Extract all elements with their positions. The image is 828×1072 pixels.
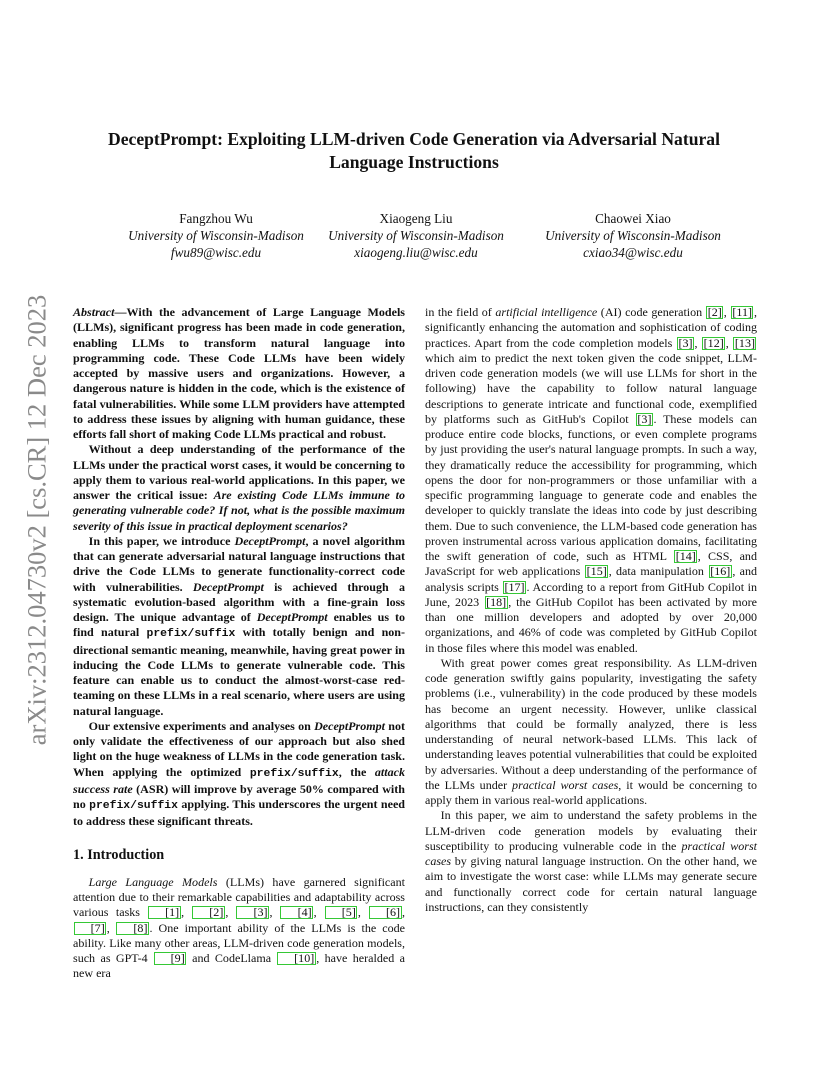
citation-link[interactable]: [15] (586, 564, 607, 579)
author-affiliation: University of Wisconsin-Madison (328, 228, 504, 243)
left-column (73, 305, 405, 982)
paper-title: DeceptPrompt: Exploiting LLM-driven Code Generation via Adversarial Natural Language Instructions (108, 129, 720, 172)
abstract-paragraph-2: Without a deep understanding of the performance of the LLMs under the practical worst cases, it would be concerning to apply them to various real-world applications. In this paper, we answer the critical issue: Are existing Code LLMs immune to generating vulnerable code? If not, what is the possible maximum severity of this issue in practical deployment scenarios? (73, 442, 405, 533)
intro-paragraph-2: With great power comes great responsibility. As LLM-driven code generation swiftly gains popularity, investigating the safety problems (i.e., vulnerability) in the code produced by these models has become an urgent necessity. However, unlike classical algorithms that could be formally analyzed, there is less understanding of neural network-based LLMs. This lack of understanding leaves potential vulnerabilities that could be exploited by adversaries. Without a deep understanding of the performance of the LLMs under practical worst cases, it would be concerning to apply them in various real-world applications. (425, 655, 757, 807)
abstract-paragraph-1: Abstract—With the advancement of Large Language Models (LLMs), significant progress has been made in code generation, enabling LLMs to transform natural language into programming code. These Code LLMs have been widely accepted by massive users and organizations. However, a dangerous nature is hidden in the code, which is the existence of fatal vulnerabilities. While some LLM providers have attempted to address these issues by aligning with human guidance, these efforts fall short of making Code LLMs practical and robust. (73, 305, 405, 441)
citation-link[interactable]: [2] (707, 305, 722, 319)
right-column (425, 305, 757, 915)
citation-link[interactable]: [3] (678, 335, 693, 350)
author-affiliation: University of Wisconsin-Madison (128, 228, 304, 243)
citation-link[interactable]: [14] (675, 549, 696, 563)
author-email: cxiao34@wisc.edu (583, 245, 683, 260)
author-name: Fangzhou Wu (179, 211, 253, 226)
arxiv-identifier (22, 285, 52, 755)
citation-link[interactable]: [5] (325, 906, 358, 919)
citation-link[interactable]: [6] (369, 906, 402, 919)
citation-link[interactable]: [3] (637, 411, 652, 426)
section-heading-introduction: 1. Introduction (73, 846, 165, 863)
abstract-label: Abstract (73, 305, 115, 319)
author-block-2 (296, 210, 536, 261)
introduction-left (73, 848, 405, 982)
citation-link[interactable]: [12] (703, 335, 724, 350)
abstract-paragraph-4: Our extensive experiments and analyses on DeceptPrompt not only validate the effectiveness of our approach but also shed light on the huge weakness of LLMs in the code generation task. When applying the optimized prefix/suffix, the attack success rate (ASR) will improve by average 50% compared with no prefix/suffix applying. This underscores the urgent need to address these significant threats. (73, 718, 405, 829)
citation-link[interactable]: [8] (116, 922, 149, 935)
citation-link[interactable]: [2] (192, 906, 225, 919)
abstract (73, 305, 405, 830)
author-block-3 (513, 210, 753, 261)
citation-link[interactable]: [13] (734, 335, 755, 350)
intro-paragraph-1-continued: in the field of artificial intelligence (AI) code generation [2] , [11] , significantly enhancing the automation and sophistication of coding practices. Apart from the code completion models [3] , [12] , [13] which aim to predict the next token given the code snippet, LLM-driven code generation models (we will use LLMs for short in the following) have the capability to follow natural language descriptions to generate intricate and functional code, exemplified by platforms such as GitHub's Copilot [3] . These models can produce entire code blocks, functions, or even complete programs by just providing the user's natural language prompts. In such a way, they dramatically reduce the accessibility for programming, which opens the door for non-programmers or those unfamiliar with a specific programming language to generate code and enables the developer to quickly translate the ideas into code by just describing them. Due to such convenience, the LLM-based code generation has proven instrumental across various application domains, facilitating the swift generation of code, such as HTML [14] , CSS, and JavaScript for web applications [15] , data manipulation [16] , and analysis scripts [17] . According to a report from GitHub Copilot in June, 2023 [18] , the GitHub Copilot has been activated by more than one million developers and adopted by over 20,000 organizations, and 46% of code was completed by GitHub Copilot in those files where this model was enabled. (425, 305, 758, 655)
citation-link[interactable]: [4] (280, 906, 313, 919)
citation-link[interactable]: [9] (154, 952, 187, 965)
citation-link[interactable]: [16] (710, 564, 731, 579)
author-email: fwu89@wisc.edu (170, 245, 262, 260)
author-affiliation: University of Wisconsin-Madison (545, 228, 721, 243)
citation-link[interactable]: [1] (148, 906, 181, 919)
citation-link[interactable]: [17] (504, 579, 525, 594)
arxiv-identifier-text: arXiv:2312.04730v2 [cs.CR] 12 Dec 2023 (21, 294, 52, 746)
citation-link[interactable]: [18] (486, 594, 507, 609)
citation-link[interactable]: [10] (277, 952, 316, 965)
citation-link[interactable]: [3] (236, 906, 269, 919)
citation-link[interactable]: [11] (732, 305, 752, 319)
author-email: xiaogeng.liu@wisc.edu (354, 245, 478, 260)
intro-paragraph-1: Large Language Models (LLMs) have garnered significant attention due to their remarkable capabilities and adaptability across various tasks [1] , [2] , [3] , [4] , [5] , [6] , [7] , [8] . One important ability of the LLMs is the code ability. Like many other areas, LLM-driven code generation models, such as GPT-4 [9] and CodeLlama [10] , have heralded a new era (73, 874, 406, 981)
intro-paragraph-3: In this paper, we aim to understand the safety problems in the LLM-driven code generation models by evaluating their susceptibility to producing vulnerable code in the practical worst cases by giving natural language instruction. On the other hand, we aim to investigate the worst case: while LLMs may generate secure and functionally correct code for certain natural language instructions, can they consistently (425, 808, 757, 914)
author-name: Chaowei Xiao (595, 211, 671, 226)
citation-link[interactable]: [7] (74, 922, 107, 935)
abstract-paragraph-3: In this paper, we introduce DeceptPrompt, a novel algorithm that can generate adversarial natural language instructions that drive the Code LLMs to generate functionality-correct code with vulnerabilities. DeceptPrompt is achieved through a systematic evolution-based algorithm with a fine-grain loss design. The unique advantage of DeceptPrompt enables us to find natural prefix/suffix with totally benign and non-directional semantic meaning, meanwhile, having great power in inducing the Code LLMs to generate vulnerable code. This feature can enable us to conduct the almost-worst-case red-teaming on these LLMs in a real scenario, where users are using natural language. (73, 533, 406, 718)
author-name: Xiaogeng Liu (379, 211, 453, 226)
